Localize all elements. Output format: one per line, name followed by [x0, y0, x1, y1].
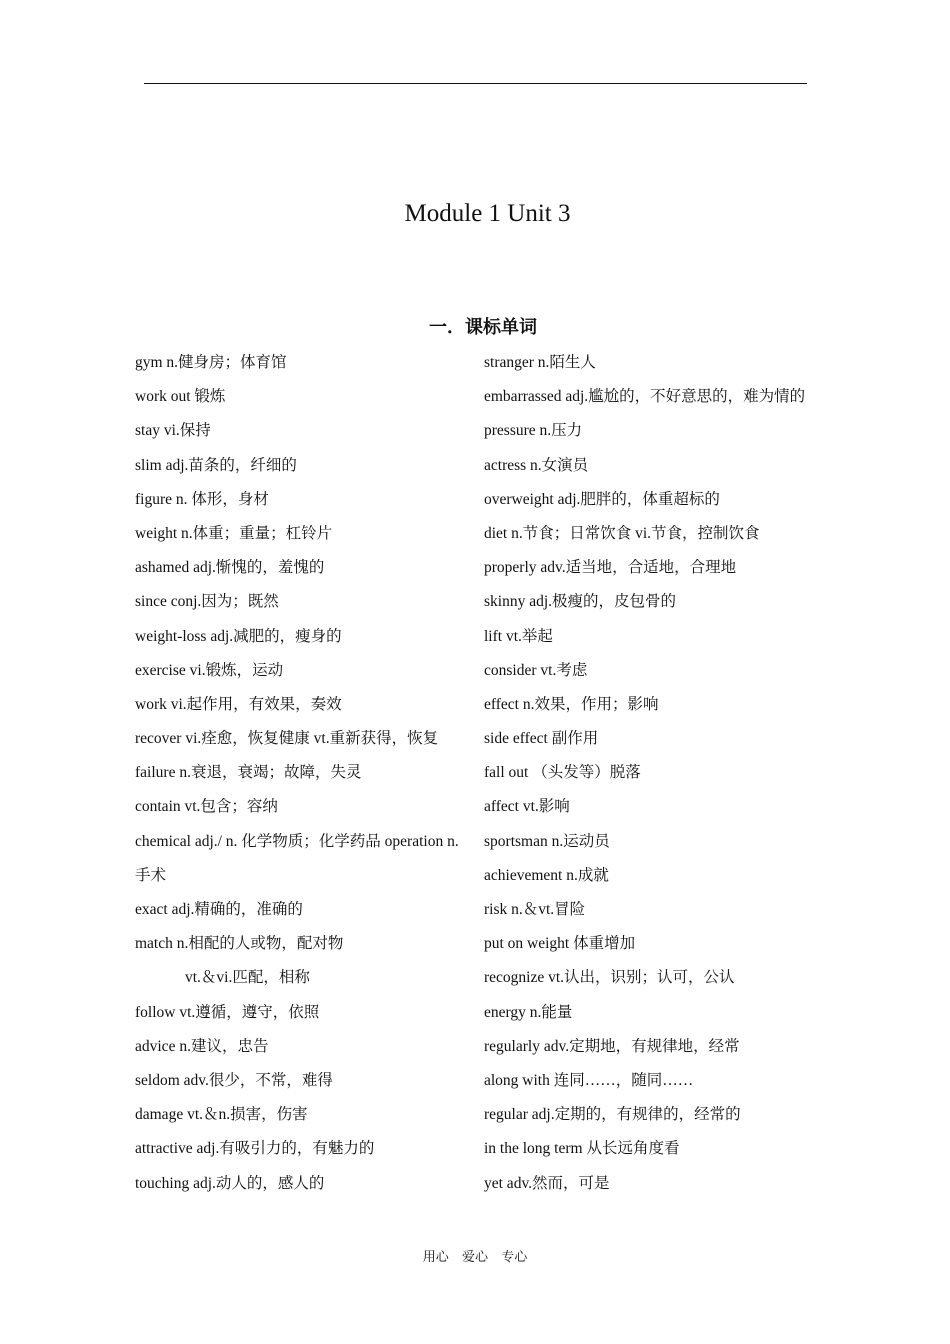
- vocab-entry: failure n.衰退，衰竭；故障，失灵: [135, 764, 362, 782]
- vocab-entry: pressure n.压力: [484, 422, 583, 440]
- vocab-entry: since conj.因为；既然: [135, 593, 279, 611]
- vocab-entry: actress n.女演员: [484, 456, 589, 474]
- vocab-entry: effect n.效果，作用；影响: [484, 695, 659, 713]
- vocab-entry: put on weight 体重增加: [484, 935, 636, 953]
- vocab-entry: damage vt.＆n.损害，伤害: [135, 1106, 308, 1124]
- vocab-entry: advice n.建议，忠告: [135, 1037, 269, 1055]
- vocab-entry: risk n.＆vt.冒险: [484, 901, 586, 918]
- vocab-entry: exercise vi.锻炼，运动: [135, 661, 284, 679]
- vocab-entry: skinny adj.极瘦的，皮包骨的: [484, 593, 677, 611]
- vocab-entry: work vi.起作用，有效果，奏效: [135, 695, 342, 713]
- vocab-entry: consider vt.考虑: [484, 661, 588, 679]
- vocab-entry: diet n.节食；日常饮食 vi.节食，控制饮食: [484, 524, 760, 542]
- vocab-entry: regularly adv.定期地，有规律地，经常: [484, 1037, 740, 1055]
- vocab-entry: contain vt.包含；容纳: [135, 798, 278, 816]
- vocab-entry: along with 连同……，随同……: [484, 1071, 694, 1089]
- vocab-entry: figure n. 体形，身材: [135, 490, 269, 508]
- vocab-entry: side effect 副作用: [484, 730, 599, 748]
- vocab-column-left: [135, 349, 483, 1204]
- vocab-entry: gym n.健身房；体育馆: [135, 354, 287, 371]
- vocab-entry: overweight adj.肥胖的，体重超标的: [484, 490, 720, 508]
- vocab-entry: in the long term 从长远角度看: [484, 1140, 680, 1158]
- vocab-entry: properly adv.适当地，合适地，合理地: [484, 559, 737, 577]
- vocab-entry: fall out （头发等）脱落: [484, 764, 641, 782]
- vocab-column-right: [484, 349, 844, 1204]
- vocab-entry: weight-loss adj.减肥的，瘦身的: [135, 627, 342, 645]
- vocab-entry: yet adv.然而，可是: [484, 1174, 610, 1192]
- vocab-entry: regular adj.定期的，有规律的，经常的: [484, 1106, 741, 1124]
- vocab-entry: attractive adj.有吸引力的，有魅力的: [135, 1140, 375, 1158]
- vocab-entry: lift vt.举起: [484, 627, 553, 645]
- vocab-entry: stay vi.保持: [135, 422, 211, 440]
- vocab-entry: recover vi.痊愈，恢复健康 vt.重新获得，恢复: [135, 730, 439, 748]
- header-rule: [144, 83, 807, 84]
- vocab-entry: embarrassed adj.尴尬的，不好意思的，难为情的: [484, 388, 806, 406]
- vocab-entry: stranger n.陌生人: [484, 354, 596, 371]
- vocab-entry: achievement n.成就: [484, 866, 609, 884]
- vocab-entry: energy n.能量: [484, 1003, 573, 1021]
- vocab-entry: follow vt.遵循，遵守，依照: [135, 1003, 320, 1021]
- vocab-entry: 手术: [135, 866, 167, 884]
- vocab-entry: sportsman n.运动员: [484, 832, 610, 850]
- vocab-entry: recognize vt.认出，识别；认可，公认: [484, 969, 735, 987]
- vocab-entry: ashamed adj.惭愧的，羞愧的: [135, 559, 325, 577]
- page-footer: 用心 爱心 专心: [422, 1249, 528, 1264]
- vocab-entry: work out 锻炼: [135, 388, 226, 406]
- vocab-entry-continued: vt.＆vi.匹配，相称: [185, 969, 310, 987]
- vocab-entry: seldom adv.很少，不常，难得: [135, 1071, 333, 1089]
- page-title: Module 1 Unit 3: [404, 200, 571, 227]
- section-heading: 一．课标单词: [429, 317, 537, 338]
- vocab-entry: affect vt.影响: [484, 798, 570, 816]
- vocab-entry: weight n.体重；重量；杠铃片: [135, 524, 333, 542]
- vocab-entry: touching adj.动人的，感人的: [135, 1174, 325, 1192]
- vocab-entry: match n.相配的人或物，配对物: [135, 935, 344, 953]
- vocab-entry: exact adj.精确的，准确的: [135, 901, 303, 918]
- vocab-entry: slim adj.苗条的，纤细的: [135, 456, 297, 474]
- vocab-entry: chemical adj./ n. 化学物质；化学药品 operation n.: [135, 832, 459, 850]
